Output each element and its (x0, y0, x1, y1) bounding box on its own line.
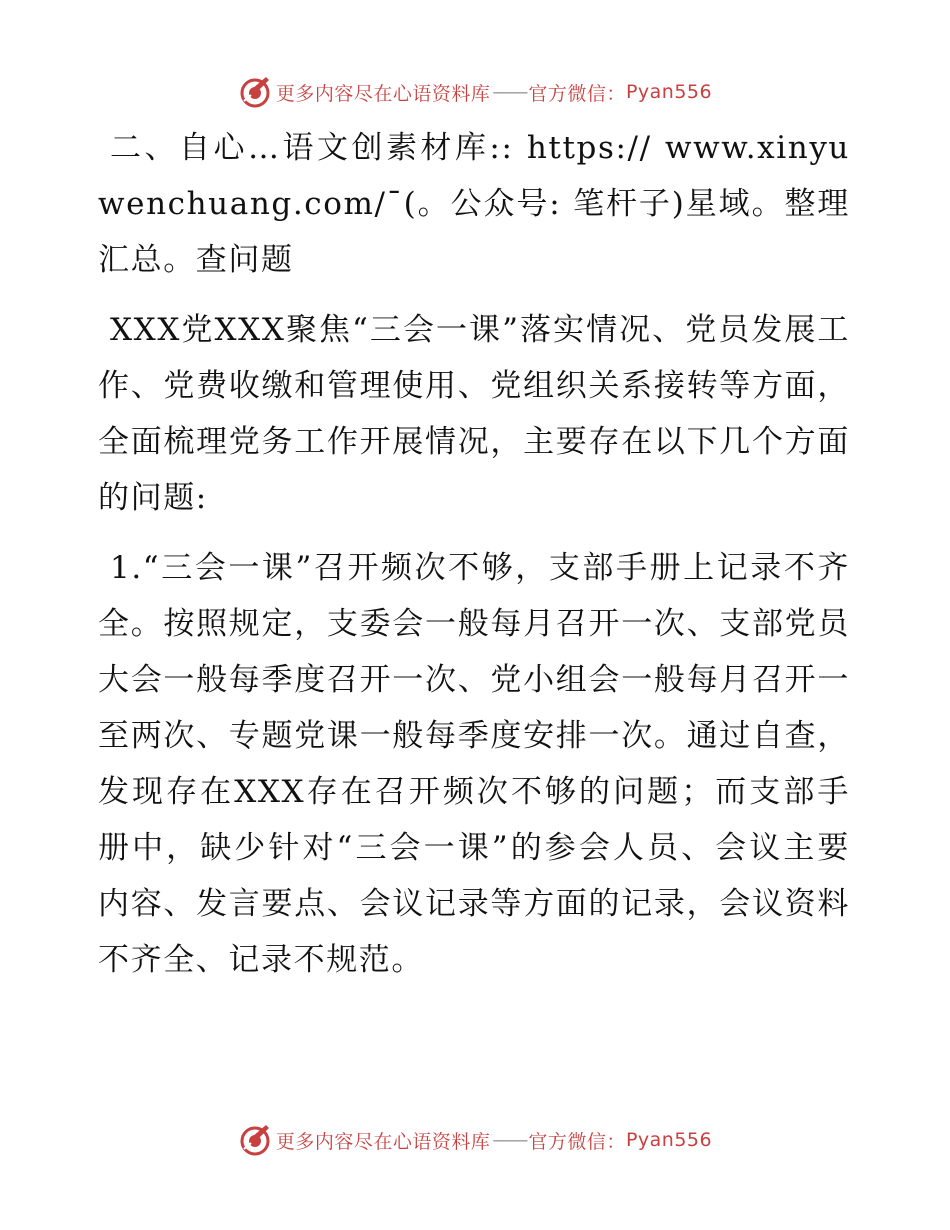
footer-watermark (0, 1120, 950, 1160)
watermark-wechat-id: Pyan556 (625, 81, 713, 103)
paragraph-section-heading: 二、自心…语文创素材库:: https:// www.xinyuwenchuang.com/¯(。公众号: 笔杆子)星域。整理汇总。查问题 (98, 130, 850, 278)
watermark-text: 更多内容尽在心语资料库 (275, 1130, 491, 1153)
paragraph-intro: XXX党XXX聚焦“三会一课”落实情况、党员发展工作、党费收缴和管理使用、党组织关系接转等方面，全面梳理党务工作开展情况，主要存在以下几个方面的问题: (98, 312, 850, 516)
document-body (98, 120, 850, 988)
pen-logo-icon (238, 75, 272, 109)
watermark-wechat-label: 官方微信： (528, 82, 626, 105)
watermark-text: 更多内容尽在心语资料库 (275, 82, 491, 105)
watermark-wechat-id: Pyan556 (625, 1129, 713, 1151)
watermark-dash: —— (492, 81, 527, 103)
header-watermark (0, 72, 950, 112)
watermark-dash: —— (492, 1129, 527, 1151)
pen-logo-icon (238, 1123, 272, 1157)
paragraph-item-1: 1.“三会一课”召开频次不够，支部手册上记录不齐全。按照规定，支委会一般每月召开一次、支部党员大会一般每季度召开一次、党小组会一般每月召开一至两次、专题党课一般每季度安排一次。通过自查，发现存在XXX存在召开频次不够的问题；而支部手册中，缺少针对“三会一课”的参会人员、会议主要内容、发言要点、会议记录等方面的记录，会议资料不齐全、记录不规范。 (98, 550, 850, 978)
watermark-wechat-label: 官方微信： (528, 1130, 626, 1153)
